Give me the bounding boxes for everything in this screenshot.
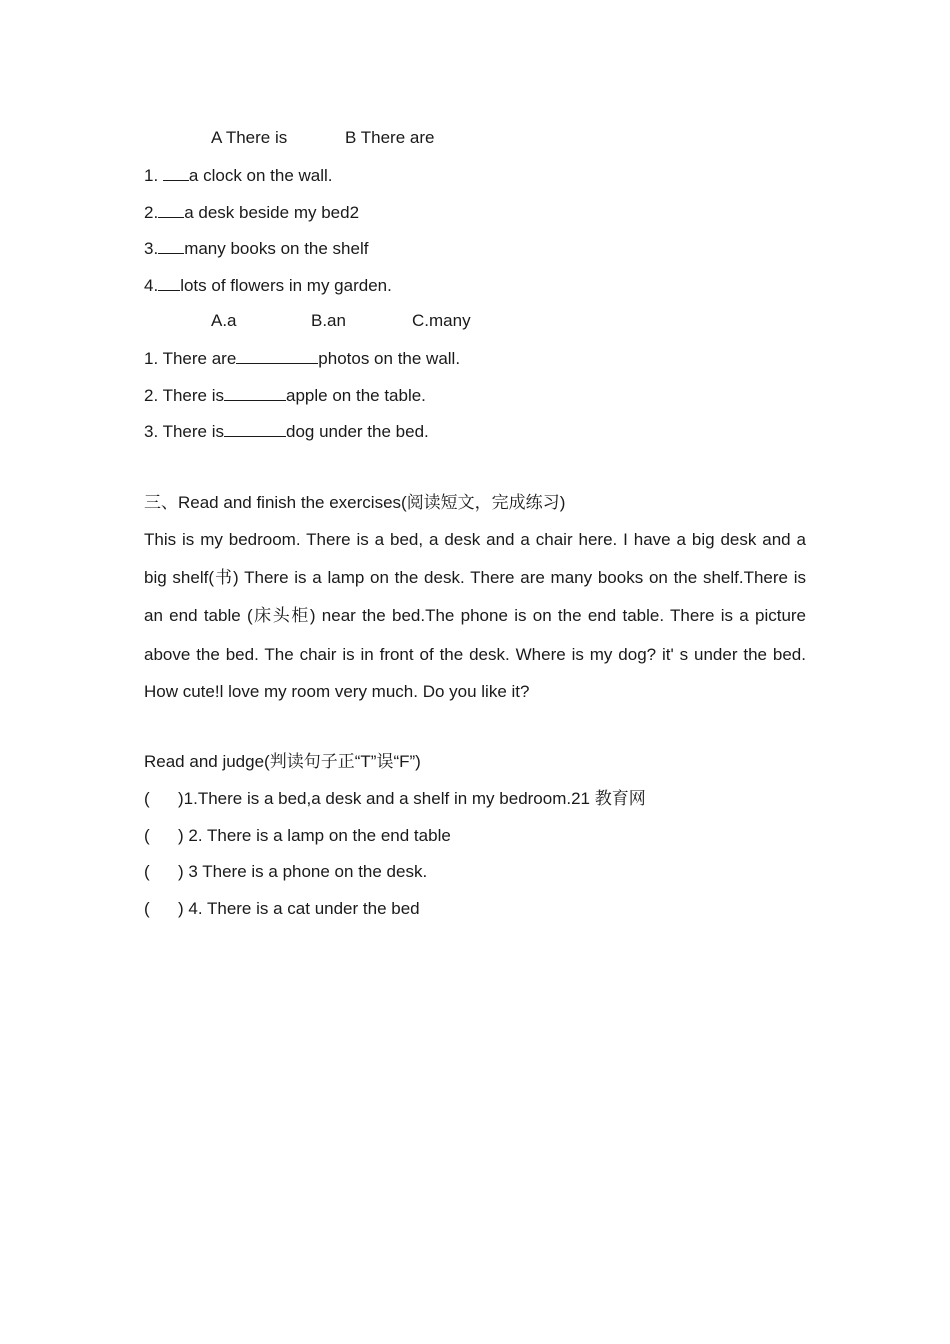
judge-title: Read and judge( bbox=[144, 752, 270, 771]
item-text: lots of flowers in my garden. bbox=[180, 276, 392, 295]
judge-item-1 bbox=[144, 789, 646, 809]
passage-text-2: ) There is a lamp on the desk. There are many books on the shelf.There is an end table ( bbox=[144, 567, 807, 625]
exercise2-item-2 bbox=[144, 384, 426, 406]
judge-title-cn-2: 误 bbox=[376, 752, 394, 772]
item-before: 3. There is bbox=[144, 422, 225, 441]
item-text: a clock on the wall. bbox=[188, 166, 333, 185]
item-text: a desk beside my bed2 bbox=[184, 203, 360, 222]
judge-item-2 bbox=[144, 826, 451, 846]
judge-item-3 bbox=[144, 862, 427, 882]
section-prefix: 三、 bbox=[144, 493, 178, 513]
judge-item-text: ) 3 There is a phone on the desk. bbox=[178, 862, 428, 881]
item-number: 1. bbox=[144, 166, 163, 185]
section-title-cn: 阅读短文，完成练习 bbox=[406, 493, 560, 513]
answer-blank bbox=[158, 237, 184, 254]
item-after: apple on the table. bbox=[286, 386, 426, 405]
judge-item-cn: 教育网 bbox=[594, 789, 646, 809]
answer-blank bbox=[224, 384, 286, 401]
judge-heading bbox=[144, 752, 421, 772]
passage-cn-1: 书 bbox=[214, 567, 234, 588]
judge-title-cn-1: 判读句子正 bbox=[269, 752, 355, 772]
answer-blank bbox=[236, 347, 318, 364]
judge-item-text: ) 4. There is a cat under the bed bbox=[178, 899, 420, 918]
answer-paren[interactable]: ( bbox=[144, 789, 150, 808]
item-after: dog under the bed. bbox=[286, 422, 429, 441]
section-title: Read and finish the exercises( bbox=[178, 493, 407, 512]
section-title-end: ) bbox=[559, 493, 566, 512]
option-b-there-are: B There are bbox=[345, 128, 435, 147]
judge-item-4 bbox=[144, 899, 420, 919]
item-after: photos on the wall. bbox=[318, 349, 461, 368]
answer-blank bbox=[158, 201, 184, 218]
judge-item-text: ) 2. There is a lamp on the end table bbox=[178, 826, 451, 845]
item-number: 3. bbox=[144, 239, 159, 258]
option-a-there-is: A There is bbox=[211, 128, 288, 147]
exercise1-item-3 bbox=[144, 237, 368, 259]
reading-passage bbox=[144, 521, 806, 711]
option-a: A.a bbox=[211, 311, 237, 330]
judge-title-f: “F”) bbox=[393, 752, 421, 771]
answer-blank bbox=[163, 164, 189, 181]
passage-text-3: ) near the bed.The phone is on the end table. There is a picture above the bed. The chair is in front of the desk. Where is my dog? it' s under the bed. How cute!l love my room very much. Do you like it? bbox=[144, 606, 807, 701]
exercise2-item-1 bbox=[144, 347, 460, 369]
option-c: C.many bbox=[412, 311, 471, 330]
answer-blank bbox=[158, 274, 180, 291]
passage-cn-2: 床头柜 bbox=[252, 606, 310, 626]
judge-title-t: “T” bbox=[354, 752, 377, 771]
item-before: 1. There are bbox=[144, 349, 237, 368]
item-number: 4. bbox=[144, 276, 159, 295]
item-text: many books on the shelf bbox=[184, 239, 369, 258]
exercise1-item-2 bbox=[144, 201, 359, 223]
answer-paren[interactable]: ( bbox=[144, 899, 150, 918]
section-3-heading bbox=[144, 493, 565, 513]
exercise1-item-1 bbox=[144, 164, 333, 186]
judge-item-text: )1.There is a bed,a desk and a shelf in my bedroom.21 bbox=[178, 789, 595, 808]
item-before: 2. There is bbox=[144, 386, 225, 405]
exercise2-item-3 bbox=[144, 420, 429, 442]
exercise1-item-4 bbox=[144, 274, 392, 296]
answer-blank bbox=[224, 420, 286, 437]
answer-paren[interactable]: ( bbox=[144, 862, 150, 881]
answer-paren[interactable]: ( bbox=[144, 826, 150, 845]
option-b: B.an bbox=[311, 311, 346, 330]
item-number: 2. bbox=[144, 203, 159, 222]
passage-text-1: This is my bedroom. There is a bed, a desk and a chair here. I have a big desk and a big shelf( bbox=[144, 530, 806, 587]
